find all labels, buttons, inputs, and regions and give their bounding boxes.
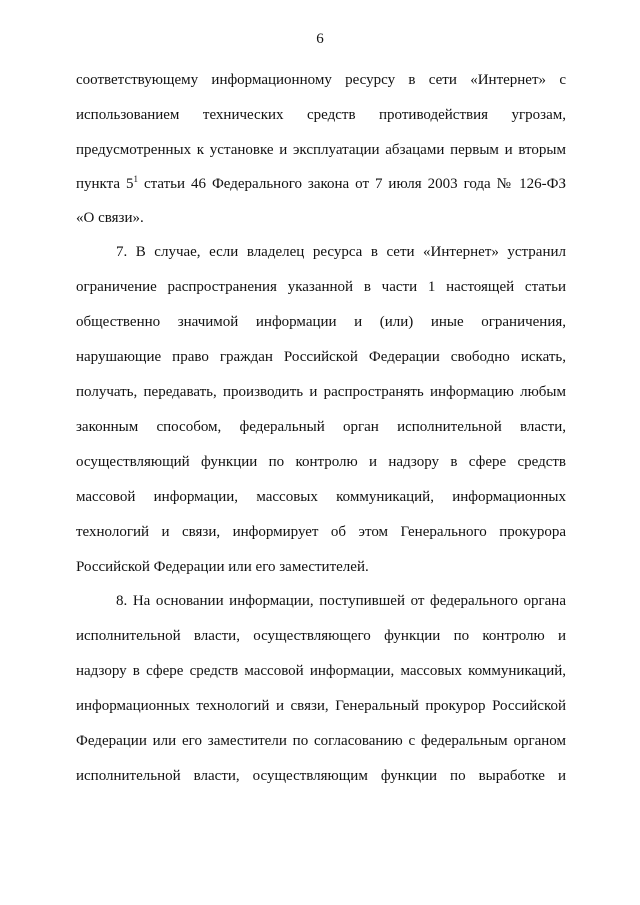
text-line: общественно значимой информации и (или) иные ограничения, [76, 314, 566, 330]
text-line: соответствующему информационному ресурсу в сети «Интернет» с [76, 72, 566, 88]
text-line: «О связи». [76, 210, 144, 226]
text-line: массовой информации, массовых коммуникаций, информационных [76, 489, 566, 505]
text-line-with-superscript [76, 174, 566, 194]
text-line: получать, передавать, производить и распространять информацию любым [76, 384, 566, 400]
paragraph-first-line: 8. На основании информации, поступившей от федерального органа [116, 593, 566, 609]
page-number: 6 [316, 31, 324, 47]
text-line: исполнительной власти, осуществляющим функции по выработке и [76, 768, 566, 784]
text-line: Российской Федерации или его заместителей. [76, 559, 369, 575]
paragraph-first-line: 7. В случае, если владелец ресурса в сети «Интернет» устранил [116, 244, 566, 260]
text-line: осуществляющий функции по контролю и надзору в сфере средств [76, 454, 566, 470]
text-line: нарушающие право граждан Российской Федерации свободно искать, [76, 349, 566, 365]
text-line: исполнительной власти, осуществляющего функции по контролю и [76, 628, 566, 644]
text-line: надзору в сфере средств массовой информации, массовых коммуникаций, [76, 663, 566, 679]
text-line: информационных технологий и связи, Генеральный прокурор Российской [76, 698, 566, 714]
text-fragment: пункта 5 [76, 176, 134, 192]
text-line: технологий и связи, информирует об этом Генерального прокурора [76, 524, 566, 540]
text-line: предусмотренных к установке и эксплуатации абзацами первым и вторым [76, 142, 566, 158]
text-line: законным способом, федеральный орган исполнительной власти, [76, 419, 566, 435]
text-line: использованием технических средств противодействия угрозам, [76, 107, 566, 123]
text-line: Федерации или его заместители по согласованию с федеральным органом [76, 733, 566, 749]
text-line: ограничение распространения указанной в части 1 настоящей статьи [76, 279, 566, 295]
text-fragment: статьи 46 Федерального закона от 7 июля 2003 года № 126-ФЗ [138, 176, 566, 192]
superscript: 1 [133, 174, 138, 184]
